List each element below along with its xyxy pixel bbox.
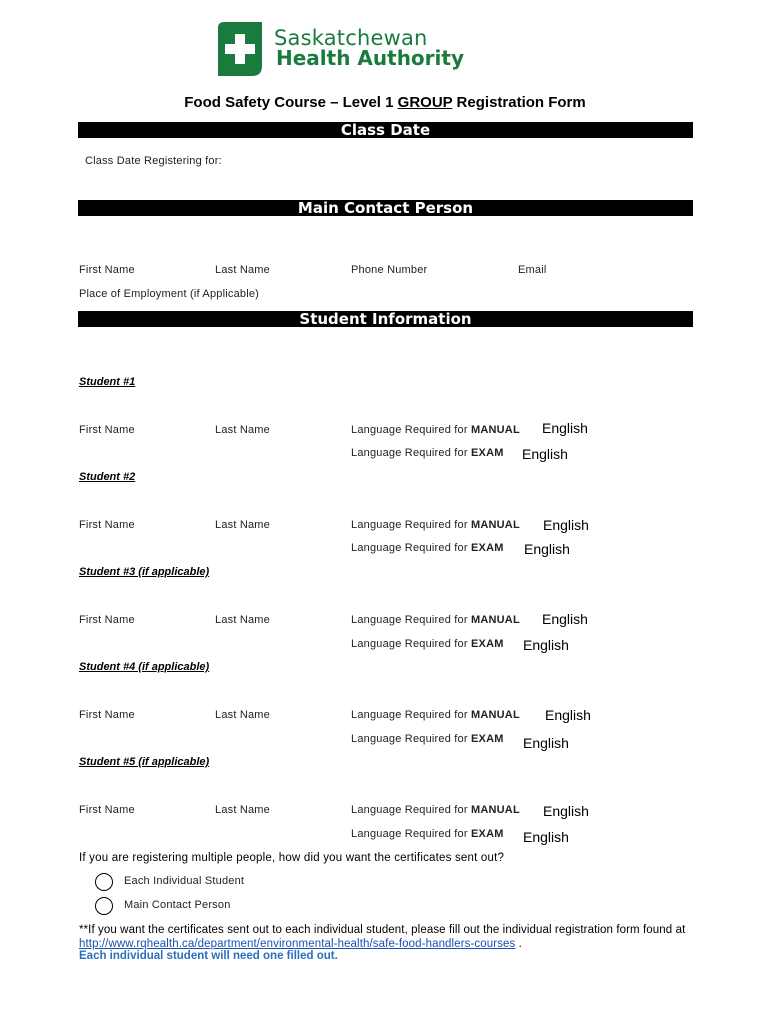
exam-language-label: Language Required for EXAM: [351, 828, 504, 840]
exam-language-label: Language Required for EXAM: [351, 447, 504, 459]
student-title: Student #4 (if applicable): [79, 661, 210, 673]
exam-language-label: Language Required for EXAM: [351, 733, 504, 745]
radio-main-contact-label: Main Contact Person: [124, 899, 231, 911]
exam-language-select[interactable]: English: [522, 446, 568, 462]
radio-main-contact[interactable]: [95, 897, 113, 915]
radio-each-student[interactable]: [95, 873, 113, 891]
org-name-line1: Saskatchewan: [274, 26, 428, 50]
radio-each-student-label: Each Individual Student: [124, 875, 245, 887]
contact-phone-label: Phone Number: [351, 264, 428, 276]
manual-language-label: Language Required for MANUAL: [351, 804, 520, 816]
student-first-name-label: First Name: [79, 804, 135, 816]
manual-language-select[interactable]: English: [542, 420, 588, 436]
student-last-name-label: Last Name: [215, 709, 270, 721]
individual-form-link[interactable]: http://www.rqhealth.ca/department/environmental-health/safe-food-handlers-courses: [79, 938, 516, 950]
contact-last-name-label: Last Name: [215, 264, 270, 276]
manual-language-select[interactable]: English: [545, 707, 591, 723]
manual-language-label: Language Required for MANUAL: [351, 614, 520, 626]
student-first-name-label: First Name: [79, 519, 135, 531]
exam-language-select[interactable]: English: [523, 829, 569, 845]
class-date-heading: Class Date: [78, 122, 693, 138]
individual-form-note: **If you want the certificates sent out to each individual student, please fill out the individual registration form found at http://www.rqhealth.ca/department/environmental-health/safe-food-handlers-courses .: [79, 924, 686, 950]
student-title: Student #2: [79, 471, 136, 483]
page-title: Food Safety Course – Level 1 GROUP Registration Form: [184, 94, 586, 111]
class-date-label: Class Date Registering for:: [85, 155, 222, 167]
student-last-name-label: Last Name: [215, 424, 270, 436]
student-title: Student #1: [79, 376, 136, 388]
individual-form-emphasis: Each individual student will need one filled out.: [79, 950, 338, 962]
manual-language-select[interactable]: English: [542, 611, 588, 627]
student-first-name-label: First Name: [79, 614, 135, 626]
contact-employment-label: Place of Employment (if Applicable): [79, 288, 260, 300]
manual-language-select[interactable]: English: [543, 803, 589, 819]
logo-shield-icon: [218, 22, 262, 76]
org-name-line2: Health Authority: [276, 46, 464, 70]
main-contact-heading: Main Contact Person: [78, 200, 693, 216]
exam-language-select[interactable]: English: [524, 541, 570, 557]
exam-language-select[interactable]: English: [523, 735, 569, 751]
student-title: Student #3 (if applicable): [79, 566, 210, 578]
contact-email-label: Email: [518, 264, 547, 276]
student-first-name-label: First Name: [79, 424, 135, 436]
manual-language-label: Language Required for MANUAL: [351, 424, 520, 436]
contact-first-name-label: First Name: [79, 264, 135, 276]
exam-language-label: Language Required for EXAM: [351, 638, 504, 650]
manual-language-select[interactable]: English: [543, 517, 589, 533]
exam-language-label: Language Required for EXAM: [351, 542, 504, 554]
student-last-name-label: Last Name: [215, 519, 270, 531]
student-last-name-label: Last Name: [215, 804, 270, 816]
manual-language-label: Language Required for MANUAL: [351, 709, 520, 721]
student-info-heading: Student Information: [78, 311, 693, 327]
manual-language-label: Language Required for MANUAL: [351, 519, 520, 531]
student-title: Student #5 (if applicable): [79, 756, 210, 768]
exam-language-select[interactable]: English: [523, 637, 569, 653]
student-first-name-label: First Name: [79, 709, 135, 721]
certificates-question: If you are registering multiple people, how did you want the certificates sent out?: [79, 852, 505, 864]
student-last-name-label: Last Name: [215, 614, 270, 626]
